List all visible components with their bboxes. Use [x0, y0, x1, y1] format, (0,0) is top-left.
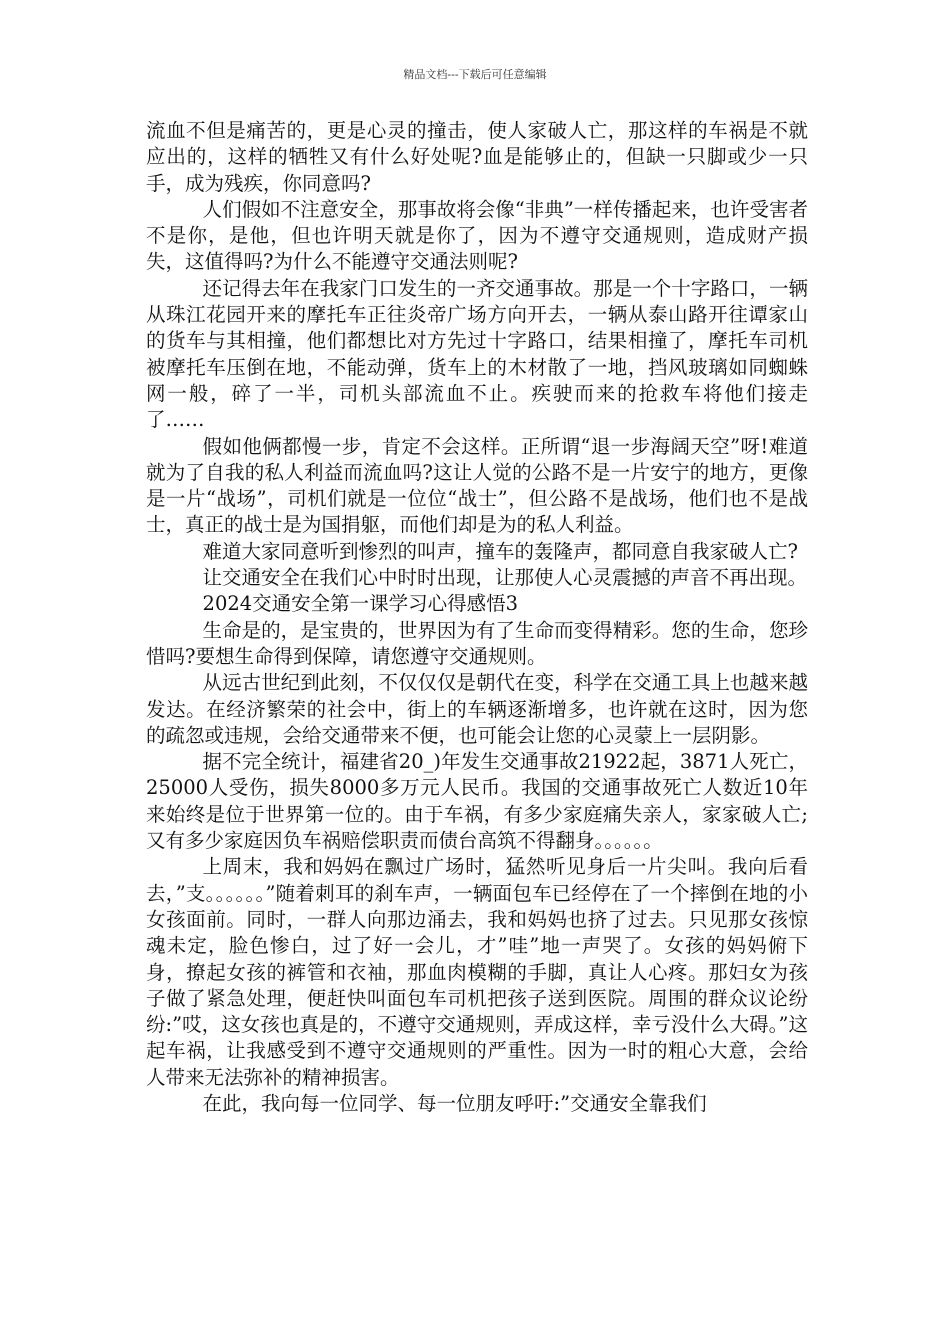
- paragraph: 生命是的，是宝贵的，世界因为有了生命而变得精彩。您的生命，您珍惜吗?要想生命得到保障，请您遵守交通规则。: [146, 618, 808, 668]
- paragraph: 在此，我向每一位同学、每一位朋友呼吁:”交通安全靠我们: [202, 1091, 707, 1115]
- document-body: [146, 118, 808, 1117]
- paragraph: 流血不但是痛苦的，更是心灵的撞击，使人家破人亡，那这样的车祸是不就应出的，这样的牺牲又有什么好处呢?血是能够止的，但缺一只脚或少一只手，成为残疾，你同意吗?: [146, 119, 808, 195]
- paragraph: 据不完全统计，福建省20_)年发生交通事故21922起，3871人死亡，25000人受伤，损失8000多万元人民币。我国的交通事故死亡人数近10年来始终是位于世界第一位的。由于车祸，有多少家庭痛失亲人，家家破人亡;又有多少家庭因负车祸赔偿职责而债台高筑不得翻身。。。。。。: [146, 750, 808, 853]
- paragraph: 还记得去年在我家门口发生的一齐交通事故。那是一个十字路口，一辆从珠江花园开来的摩托车正往炎帝广场方向开去，一辆从泰山路开往谭家山的货车与其相撞，他们都想比对方先过十字路口，结果相撞了，摩托车司机被摩托车压倒在地，不能动弹，货车上的木材散了一地，挡风玻璃如同蜘蛛网一般，碎了一半，司机头部流血不止。疾驶而来的抢救车将他们接走了……: [146, 276, 808, 432]
- paragraph: 人们假如不注意安全，那事故将会像“非典”一样传播起来，也许受害者不是你，是他，但也许明天就是你了，因为不遵守交通规则，造成财产损失，这值得吗?为什么不能遵守交通法则呢?: [146, 197, 808, 274]
- paragraph: 上周末，我和妈妈在飘过广场时，猛然听见身后一片尖叫。我向后看去，”支。。。。。。”随着刺耳的刹车声，一辆面包车已经停在了一个摔倒在地的小女孩面前。同时，一群人向那边涌去，我和妈妈也挤了过去。只见那女孩惊魂未定，脸色惨白，过了好一会儿，才”哇”地一声哭了。女孩的妈妈俯下身，撩起女孩的裤管和衣袖，那血肉模糊的手脚，真让人心疼。那妇女为孩子做了紧急处理，便赶快叫面包车司机把孩子送到医院。周围的群众议论纷纷:”哎，这女孩也真是的，不遵守交通规则，弄成这样，幸亏没什么大碍。”这起车祸，让我感受到不遵守交通规则的严重性。因为一时的粗心大意，会给人带来无法弥补的精神损害。: [146, 855, 808, 1089]
- paragraph: 让交通安全在我们心中时时出现，让那使人心灵震撼的声音不再出现。: [202, 566, 808, 590]
- paragraph: 假如他俩都慢一步，肯定不会这样。正所谓“退一步海阔天空”呀!难道就为了自我的私人利益而流血吗?这让人觉的公路不是一片安宁的地方，更像是一片“战场”，司机们就是一位位“战士”，但公路不是战场，他们也不是战士，真正的战士是为国捐躯，而他们却是为的私人利益。: [146, 434, 808, 537]
- section-title: 2024交通安全第一课学习心得感悟3: [202, 592, 519, 616]
- paragraph: 从远古世纪到此刻，不仅仅仅是朝代在变，科学在交通工具上也越来越发达。在经济繁荣的社会中，街上的车辆逐渐增多，也许就在这时，因为您的疏忽或违规，会给交通带来不便，也可能会让您的心灵蒙上一层阴影。: [146, 671, 808, 747]
- paragraph: 难道大家同意听到惨烈的叫声，撞车的轰隆声，都同意自我家破人亡?: [202, 539, 799, 563]
- page-header: 精品文档---下载后可任意编辑: [403, 68, 547, 81]
